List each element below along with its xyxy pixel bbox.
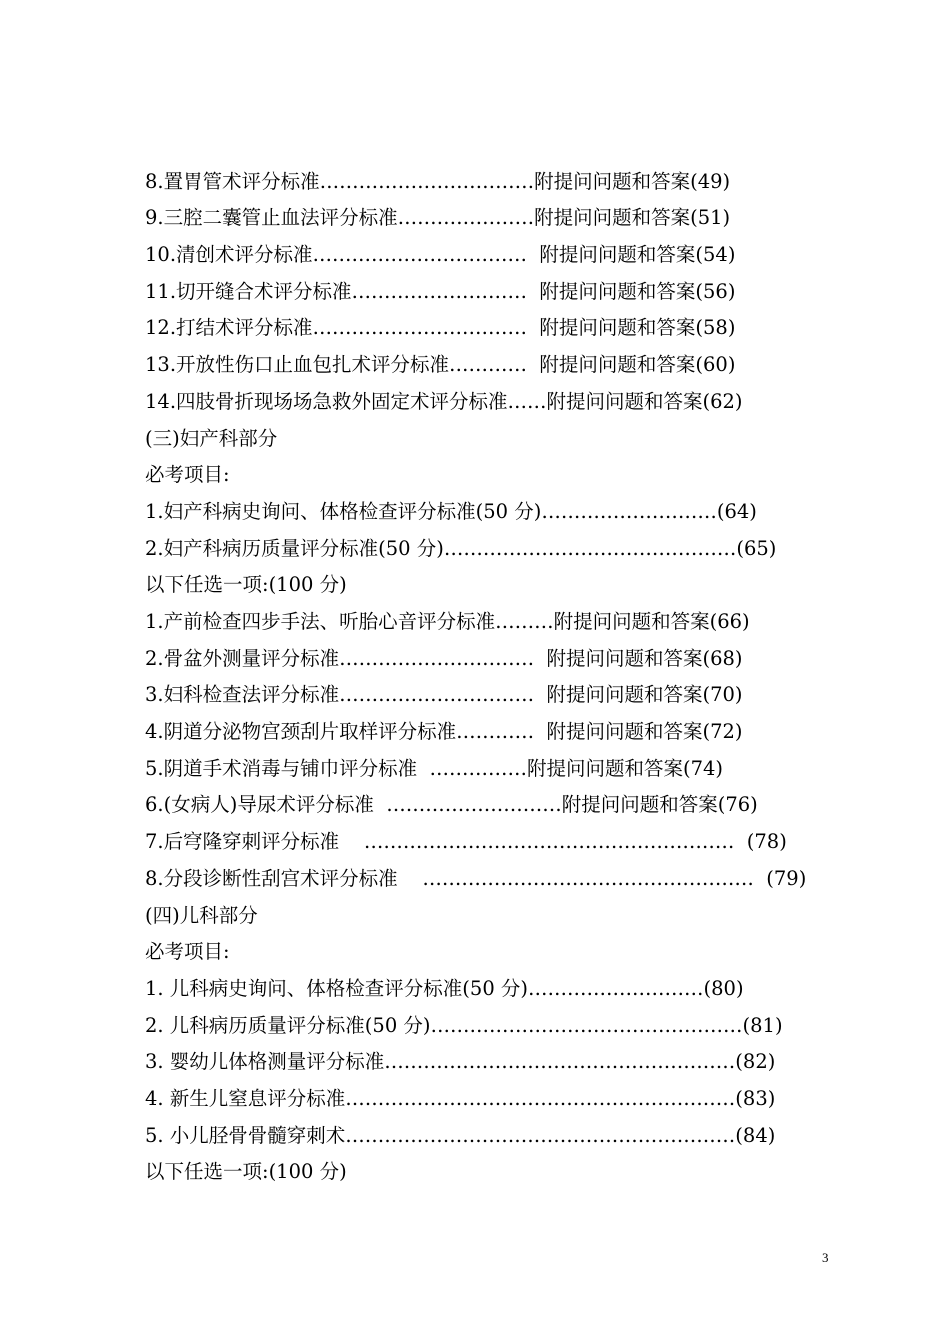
toc-entry: 1.产前检查四步手法、听胎心音评分标准………附提问问题和答案(66): [145, 610, 750, 633]
toc-entry: 9.三腔二囊管止血法评分标准…………………附提问问题和答案(51): [145, 206, 731, 229]
toc-entry: 2.骨盆外测量评分标准………………………… 附提问问题和答案(68): [145, 647, 743, 670]
subsection-label: 必考项目:: [145, 463, 230, 486]
toc-entry: 12.打结术评分标准…………………………… 附提问问题和答案(58): [145, 316, 736, 339]
toc-entry: 11.切开缝合术评分标准……………………… 附提问问题和答案(56): [145, 280, 736, 303]
toc-entry: 2. 儿科病历质量评分标准(50 分)…………………………………………(81): [145, 1014, 783, 1037]
subsection-label: 以下任选一项:(100 分): [145, 573, 347, 596]
toc-entry: 13.开放性伤口止血包扎术评分标准………… 附提问问题和答案(60): [145, 353, 736, 376]
toc-entry: 2.妇产科病历质量评分标准(50 分)………………………………………(65): [145, 537, 777, 560]
toc-entry: 14.四肢骨折现场场急救外固定术评分标准……附提问问题和答案(62): [145, 390, 743, 413]
toc-entry: 10.清创术评分标准…………………………… 附提问问题和答案(54): [145, 243, 736, 266]
subsection-label: 必考项目:: [145, 940, 230, 963]
toc-entry: 4.阴道分泌物宫颈刮片取样评分标准………… 附提问问题和答案(72): [145, 720, 743, 743]
toc-entry: 8.置胃管术评分标准……………………………附提问问题和答案(49): [145, 170, 731, 193]
toc-entry: 8.分段诊断性刮宫术评分标准 …………………………………………… (79): [145, 867, 807, 890]
toc-entry: 3.妇科检查法评分标准………………………… 附提问问题和答案(70): [145, 683, 743, 706]
toc-entry: 1.妇产科病史询问、体格检查评分标准(50 分)………………………(64): [145, 500, 757, 523]
section-heading: (三)妇产科部分: [145, 427, 278, 450]
toc-entry: 3. 婴幼儿体格测量评分标准………………………………………………(82): [145, 1050, 776, 1073]
toc-entry: 6.(女病人)导尿术评分标准 ………………………附提问问题和答案(76): [145, 793, 758, 816]
subsection-label: 以下任选一项:(100 分): [145, 1160, 347, 1183]
toc-entry: 5.阴道手术消毒与铺巾评分标准 ……………附提问问题和答案(74): [145, 757, 724, 780]
section-heading: (四)儿科部分: [145, 904, 258, 927]
toc-entry: 7.后穹隆穿刺评分标准 ………………………………………………… (78): [145, 830, 787, 853]
toc-entry: 4. 新生儿窒息评分标准……………………………………………………(83): [145, 1087, 776, 1110]
toc-entry: 5. 小儿胫骨骨髓穿刺术……………………………………………………(84): [145, 1124, 776, 1147]
page-number: 3: [822, 1250, 829, 1265]
toc-entry: 1. 儿科病史询问、体格检查评分标准(50 分)………………………(80): [145, 977, 744, 1000]
